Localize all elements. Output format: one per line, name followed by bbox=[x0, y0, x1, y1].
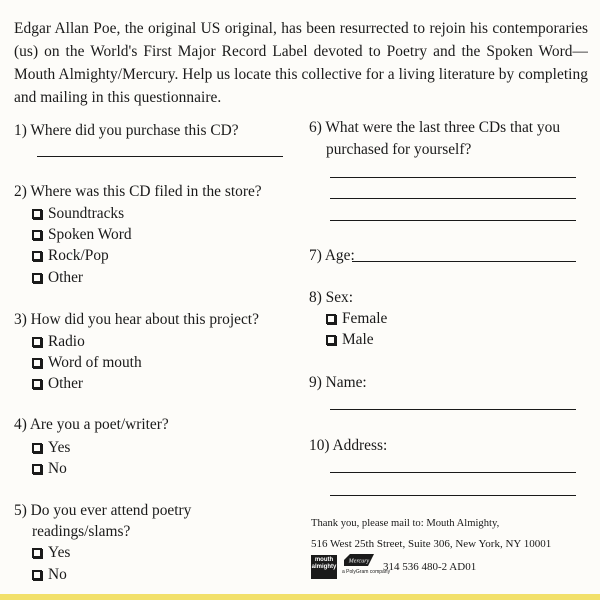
question-2-label: 2) Where was this CD filed in the store? bbox=[14, 183, 262, 200]
mailing-info bbox=[311, 514, 551, 554]
checkbox-icon[interactable] bbox=[32, 570, 42, 580]
intro-text: Edgar Allan Poe, the original US original, has been resurrected to rejoin his contemporaries (us) on the World's First Major Record Label devoted to Poetry and the Spoken Word—Mouth Almighty/Mercury. Help us locate this collective for a living literature by completing and mailing in this questionnaire. bbox=[14, 20, 588, 106]
option-label: Rock/Pop bbox=[48, 247, 109, 264]
age-answer-line[interactable] bbox=[352, 261, 576, 262]
checkbox-icon[interactable] bbox=[32, 209, 42, 219]
option-yes[interactable] bbox=[32, 542, 70, 563]
option-no[interactable] bbox=[32, 564, 67, 585]
mouth-almighty-logo-text: mouth almighty bbox=[311, 557, 337, 570]
question-1-answer-line[interactable] bbox=[37, 156, 283, 157]
option-label: Yes bbox=[48, 439, 71, 456]
catalog-number: 314 536 480-2 AD01 bbox=[383, 561, 477, 573]
option-label: Soundtracks bbox=[48, 205, 125, 222]
checkbox-icon[interactable] bbox=[32, 464, 42, 474]
option-label: Other bbox=[48, 375, 84, 392]
checkbox-icon[interactable] bbox=[32, 273, 42, 283]
checkbox-icon[interactable] bbox=[32, 230, 42, 240]
option-male[interactable] bbox=[326, 329, 374, 350]
option-female[interactable] bbox=[326, 308, 387, 329]
thanks-text: Thank you, please mail to: Mouth Almighty, bbox=[311, 518, 500, 529]
option-radio[interactable] bbox=[32, 331, 85, 352]
checkbox-icon[interactable] bbox=[32, 337, 42, 347]
checkbox-icon[interactable] bbox=[32, 548, 42, 558]
option-label: Other bbox=[48, 269, 84, 286]
polygram-text: a PolyGram company bbox=[342, 569, 391, 575]
checkbox-icon[interactable] bbox=[32, 443, 42, 453]
option-rock-pop[interactable] bbox=[32, 245, 109, 266]
checkbox-icon[interactable] bbox=[32, 379, 42, 389]
label-logos bbox=[311, 553, 591, 581]
option-label: Spoken Word bbox=[48, 226, 132, 243]
question-6-answer-line[interactable] bbox=[330, 177, 576, 178]
checkbox-icon[interactable] bbox=[32, 251, 42, 261]
question-9-label: 9) Name: bbox=[309, 374, 367, 391]
question-7-label: 7) Age: bbox=[309, 247, 355, 264]
checkbox-icon[interactable] bbox=[326, 314, 336, 324]
question-6-label-line1: 6) What were the last three CDs that you bbox=[309, 119, 561, 136]
question-4-label: 4) Are you a poet/writer? bbox=[14, 416, 169, 433]
question-1-label: 1) Where did you purchase this CD? bbox=[14, 122, 239, 139]
question-8-label: 8) Sex: bbox=[309, 289, 354, 306]
option-label: No bbox=[48, 460, 67, 477]
checkbox-icon[interactable] bbox=[326, 335, 336, 345]
yellow-edge-strip bbox=[0, 594, 600, 600]
option-yes[interactable] bbox=[32, 437, 70, 458]
address-answer-line[interactable] bbox=[330, 472, 576, 473]
option-other[interactable] bbox=[32, 267, 83, 288]
mercury-logo bbox=[343, 553, 375, 567]
option-word-of-mouth[interactable] bbox=[32, 352, 142, 373]
mailing-address: 516 West 25th Street, Suite 306, New York, NY 10001 bbox=[311, 538, 552, 550]
option-spoken-word[interactable] bbox=[32, 224, 132, 245]
mercury-logo-text: Mercury bbox=[348, 558, 370, 565]
question-5-label-line1: 5) Do you ever attend poetry bbox=[14, 502, 192, 519]
question-6-answer-line[interactable] bbox=[330, 220, 576, 221]
option-other[interactable] bbox=[32, 373, 83, 394]
question-10-label: 10) Address: bbox=[309, 437, 388, 454]
option-label: Male bbox=[342, 331, 374, 348]
option-label: Yes bbox=[48, 544, 71, 561]
option-soundtracks[interactable] bbox=[32, 203, 124, 224]
option-label: Radio bbox=[48, 333, 85, 350]
option-no[interactable] bbox=[32, 458, 67, 479]
address-answer-line[interactable] bbox=[330, 495, 576, 496]
option-label: Female bbox=[342, 310, 388, 327]
checkbox-icon[interactable] bbox=[32, 358, 42, 368]
question-3-label: 3) How did you hear about this project? bbox=[14, 311, 259, 328]
question-5-label-line2: readings/slams? bbox=[32, 523, 131, 540]
question-6-answer-line[interactable] bbox=[330, 198, 576, 199]
option-label: Word of mouth bbox=[48, 354, 142, 371]
question-6-label-line2: purchased for yourself? bbox=[326, 141, 472, 158]
mouth-almighty-logo bbox=[311, 555, 337, 579]
option-label: No bbox=[48, 566, 67, 583]
name-answer-line[interactable] bbox=[330, 409, 576, 410]
